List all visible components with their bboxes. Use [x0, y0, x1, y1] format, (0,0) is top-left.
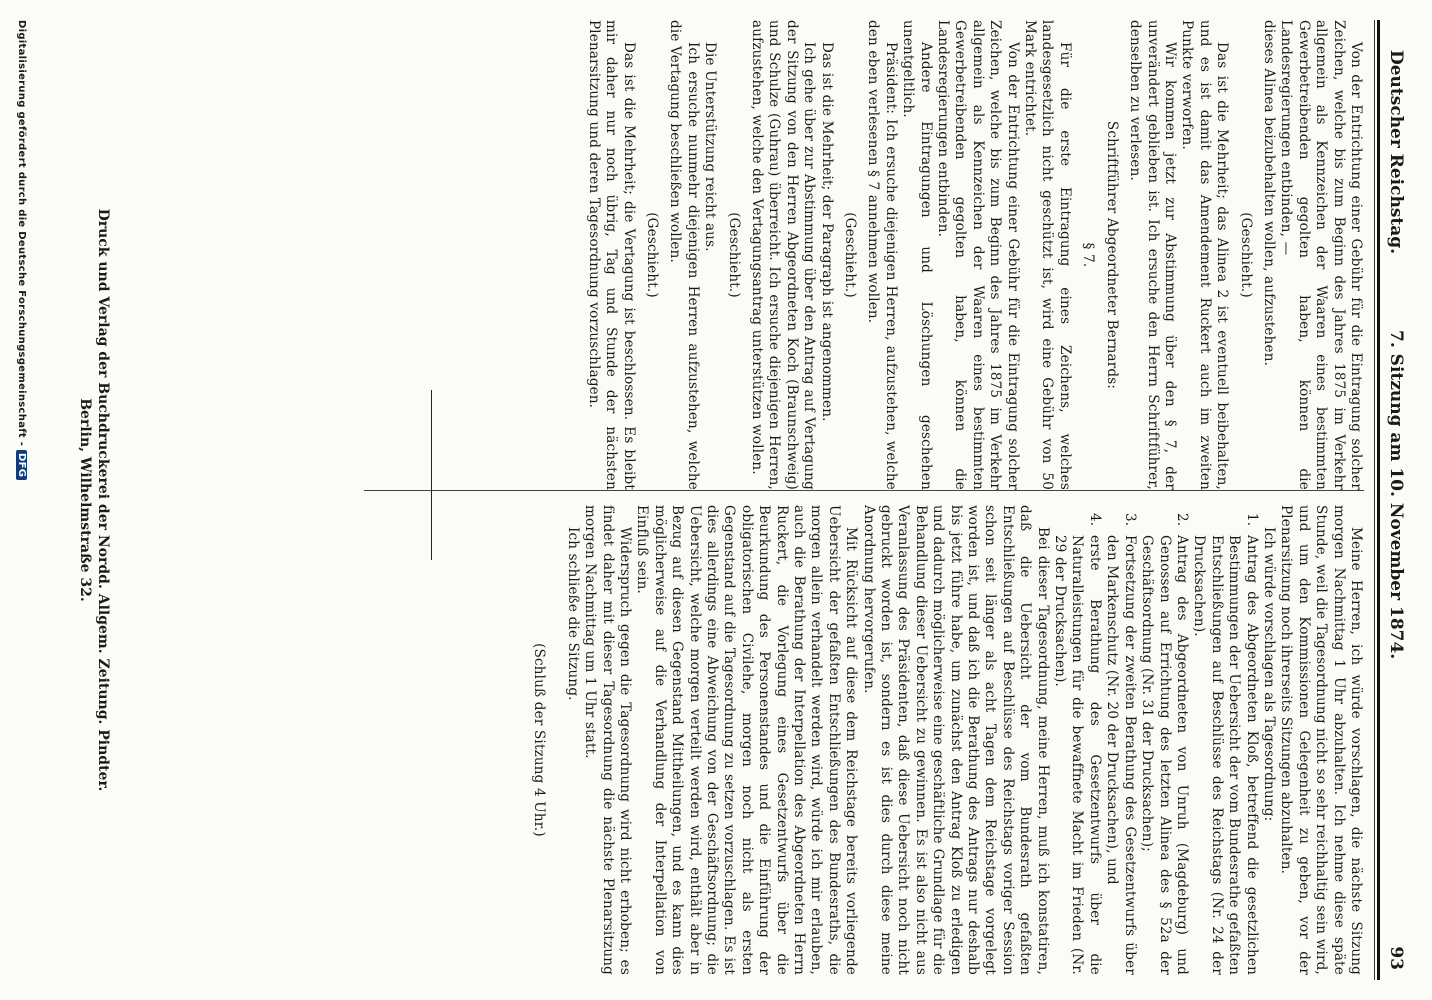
paragraph: Die Unterstützung reicht aus. [702, 42, 719, 252]
page-number: 93 [1386, 946, 1406, 970]
paragraph: Das ist die Mehrheit; der Paragraph ist angenommen. [818, 42, 835, 422]
imprint [76, 100, 112, 900]
paragraph: Ich schließe die Sitzung. [564, 527, 581, 701]
stage-direction: (Geschieht.) [643, 212, 660, 298]
agenda-item [1051, 505, 1103, 975]
paragraph: Ich ersuche nunmehr diejenigen Herren aufzustehen, welche die Vertagung beschließen wollen. [667, 20, 701, 490]
agenda-item [1138, 505, 1190, 975]
page-header [1380, 30, 1410, 970]
agenda-item-number: 3. [1121, 513, 1138, 527]
paragraph: dieses Alinea beizubehalten wollen, aufzustehen. [1260, 20, 1277, 367]
paragraph: Präsident: Ich ersuche diejenigen Herren, aufzustehen, welche den eben verlesenen § 7 annehmen wollen. [865, 20, 899, 490]
column-divider [364, 490, 1364, 491]
paragraph: Meine Herren, ich würde vorschlagen, die nächste Sitzung morgen Nachmittag 1 Uhr abzuhalten. Ich nehme diese späte Stunde, weil die Tagesordnung nicht so sehr reichhaltig sein wird, und um den Kommissionen Gelegenheit zu geben, vor der Plenarsitzung noch ihrerseits Sitzungen abzuhalten. [1278, 505, 1364, 975]
dfg-logo: DFG [16, 450, 27, 480]
paragraph: Andere Eintragungen und Löschungen geschehen unentgeltlich. [900, 20, 934, 490]
digitization-note [16, 20, 27, 980]
closing-rule [431, 390, 432, 560]
agenda-item [1190, 505, 1260, 975]
section-number: § 7. [1080, 242, 1097, 268]
agenda-item-text: erste Berathung des Gesetzentwurfs über die Naturalleistungen für die bewaffnete Macht im Frieden (Nr. 29 der Drucksachen). [1052, 535, 1103, 975]
agenda-item-number: 4. [1086, 513, 1103, 527]
left-column [584, 20, 1364, 490]
header-rule [1377, 20, 1380, 980]
stage-direction: (Geschieht.) [1237, 212, 1254, 298]
agenda-item-number: 1. [1243, 513, 1260, 527]
agenda-item-number: 2. [1173, 513, 1190, 527]
paragraph: Mit Rücksicht auf diese dem Reichstage bereits vorliegende Uebersicht der gefaßten Entschließungen des Bundesraths, die morgen allein verhandelt werden wird, würde ich mir erlauben, auch die Berathung der Interpellation des Abgeordneten Herrn Ruckert, die Vorlegung eines Gesetzentwurfs über die Beurkundung des Personenstandes und die Einführung der obligatorischen Civilehe, morgen noch nicht als ersten Gegenstand auf die Tagesordnung zu setzen vorzuschlagen. Es ist dies allerdings eine Abweichung von der Geschäftsordnung; die Uebersicht, welche morgen verteilt werden wird, enthält aber in Bezug auf diesen Gegenstand Mittheilungen, und es kann dies möglicherweise auf die Verhandlung der Interpellation von Einfluß sein. [634, 505, 860, 975]
imprint-line: Druck und Verlag der Buchdruckerei der Nordd. Allgem. Zeitung. Pindter. [95, 208, 111, 792]
agenda-item-text: Antrag des Abgeordneten Kloß, betreffend die gesetzlichen Bestimmungen der Uebersicht der vom Bundesrathe gefaßten Entschließungen auf Beschlüsse des Reichstags (Nr. 24 der Drucksachen). [1191, 535, 1260, 975]
agenda-item-text: Fortsetzung der zweiten Berathung des Gesetzentwurfs über den Markenschutz (Nr. 20 der Drucksachen), und [1104, 535, 1138, 975]
session-close: (Schluß der Sitzung 4 Uhr.) [531, 643, 548, 837]
paragraph: Ich würde vorschlagen als Tagesordnung: [1260, 527, 1277, 822]
speaker-label: Schriftführer Abgeordneter Bernards: [1103, 120, 1120, 390]
paragraph: Ich gehe über zur Abstimmung über den Antrag auf Vertagung der Sitzung von den Herren Abgeordneten Koch (Braunschweig) und Schulze (Guhrau) überreicht. Ich ersuche diejenigen Herren, aufzustehen, welche den Vertagungsantrag unterstützen wollen. [749, 20, 818, 490]
header-publication: Deutscher Reichstag. [1386, 50, 1406, 255]
agenda-item-text: Antrag des Abgeordneten von Unruh (Magdeburg) und Genossen auf Errichtung des letzten Alinea des § 52a der Geschäftsordnung (Nr. 31 der Drucksachen); [1139, 535, 1190, 975]
paragraph: Wir kommen jetzt zur Abstimmung über den § 7, der unverändert geblieben ist. Ich ersuche den Herrn Schriftführer, denselben zu verlesen. [1127, 20, 1178, 490]
paragraph: Von der Entrichtung einer Gebühr für die Eintragung solcher Zeichen, welche bis zum Beginn des Jahres 1875 im Verkehr allgemein als Kennzeichen der Waaren eines bestimmten Gewerbetreibenden gegolten haben, können die Landesregierungen entbinden. [935, 20, 1021, 490]
header-session: 7. Sitzung am 10. November 1874. [1386, 330, 1406, 660]
paragraph: Widerspruch gegen die Tagesordnung wird nicht erhoben; es findet daher mit dieser Tagesordnung die nächste Plenarsitzung morgen Nachmittag um 1 Uhr statt. [582, 505, 633, 975]
stage-direction: (Geschieht.) [842, 212, 859, 298]
header-rule-thin [1374, 20, 1375, 980]
stage-direction: (Geschieht.) [725, 212, 742, 298]
spacer [553, 505, 563, 975]
agenda-item [1103, 505, 1138, 975]
right-column [524, 505, 1364, 975]
paragraph: Das ist die Mehrheit; das Alinea 2 ist eventuell beibehalten, und es ist damit das Amendement Ruckert auch im zweiten Punkte verworfen. [1179, 20, 1231, 490]
paragraph: Von der Entrichtung einer Gebühr für die Eintragung solcher Zeichen, welche bis zum Beginn des Jahres 1875 im Verkehr allgemein als Kennzeichen der Waaren eines bestimmten Gewerbetreibenden gegolten haben, können die Landesregierungen entbinden, — [1278, 20, 1364, 490]
imprint-address: Berlin, Wilhelmstraße 32. [77, 398, 93, 602]
digitization-text: Digitalisierung gefördert durch die Deutsche Forschungsgemeinschaft - [16, 20, 27, 447]
paragraph: Das ist die Mehrheit; die Vertagung ist beschlossen. Es bleibt mir daher nur noch übrig, Tag und Stunde der nächsten Plenarsitzung und deren Tagesordnung vorzuschlagen. [585, 20, 637, 490]
paragraph: Für die erste Eintragung eines Zeichens, welches landesgesetzlich nicht geschützt ist, wird eine Gebühr von 50 Mark entrichtet. [1022, 20, 1073, 490]
paragraph: Bei dieser Tagesordnung, meine Herren, muß ich konstatiren, daß die Uebersicht der vom Bundesrath gefaßten Entschließungen auf Beschlüsse des Reichstags voriger Session schon seit länger als acht Tagen dem Reichstage vorgelegt worden ist, und daß ich die Berathung des Antrags nur deshalb bis jetzt führe habe, um zunächst den Antrag Kloß zu erledigen und dadurch möglicherweise eine geschäftliche Grundlage für die Behandlung dieser Uebersicht zu gewinnen. Es ist also nicht aus Veranlassung des Präsidenten, daß diese Uebersicht noch nicht gebruckt worden ist, sondern es ist dies durch diese meine Anordnung hervorgerufen. [860, 505, 1051, 975]
